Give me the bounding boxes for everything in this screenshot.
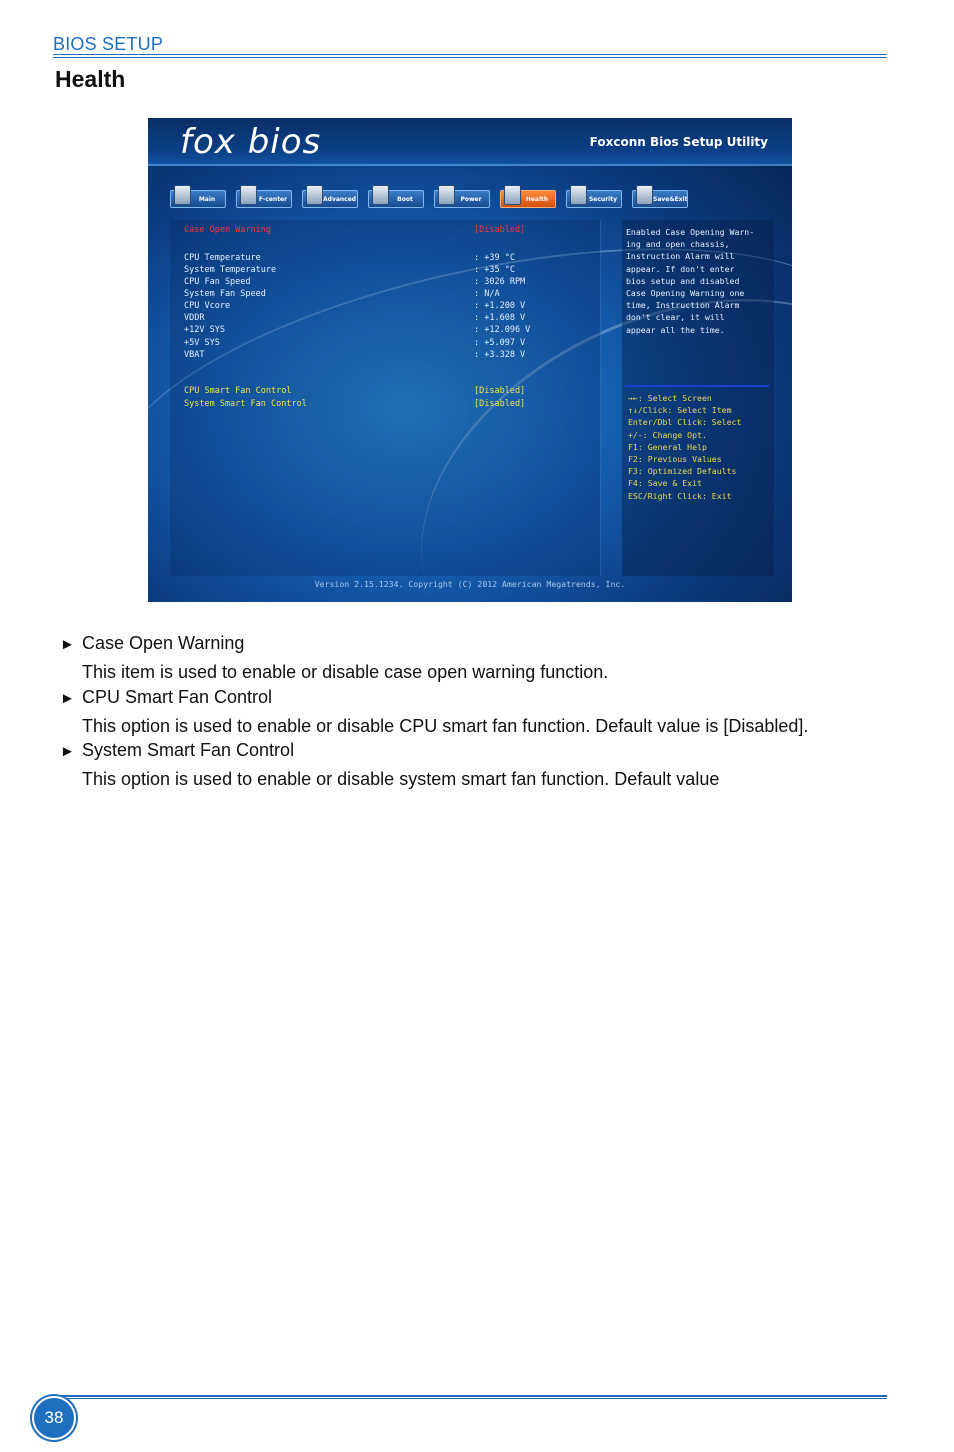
setting-label: System Smart Fan Control	[184, 399, 307, 409]
help-panel-divider	[625, 385, 769, 387]
bullet-triangle-icon: ►	[60, 690, 75, 707]
bios-screenshot	[148, 118, 792, 602]
reading-label: System Temperature	[184, 265, 277, 275]
key-legend	[628, 392, 778, 502]
description-system-smart-fan-control	[60, 738, 890, 791]
fox-bios-logo: fox bios	[180, 122, 322, 162]
advanced-icon	[306, 185, 323, 205]
thermometer-icon	[504, 185, 521, 205]
reading-label: +12V SYS	[184, 325, 225, 335]
tab-label: F-center	[258, 196, 288, 203]
reading-value: : +3.328 V	[474, 350, 526, 360]
tab-label: Security	[588, 196, 617, 203]
reading-row	[184, 300, 584, 312]
page-number: 38	[32, 1396, 76, 1440]
bullet-triangle-icon: ►	[60, 743, 75, 760]
setting-value: [Disabled]	[474, 399, 526, 409]
help-line: Case Opening Warning one	[626, 288, 745, 299]
header-label: BIOS SETUP	[53, 34, 164, 54]
bios-tab-bar	[170, 190, 770, 210]
tab-label: Main	[198, 196, 216, 203]
tab-boot[interactable]	[368, 190, 424, 208]
main-icon	[174, 185, 191, 205]
section-title: Health	[55, 66, 126, 92]
help-text	[626, 226, 776, 336]
key-line: ESC/Right Click: Exit	[628, 490, 732, 501]
help-line: appear all the time.	[626, 324, 725, 335]
key-line: →←: Select Screen	[628, 393, 712, 403]
reading-value: : +1.200 V	[474, 301, 526, 311]
description-cpu-smart-fan-control	[60, 685, 890, 738]
reading-row	[184, 349, 584, 361]
case-open-warning-row[interactable]	[184, 224, 584, 236]
help-line: ing and open chassis,	[626, 239, 730, 250]
tab-label: Save&Exit	[653, 196, 688, 203]
cpu-smart-fan-control-row[interactable]	[184, 385, 584, 397]
help-line: Enabled Case Opening Warn-	[626, 227, 755, 237]
key-line: ↑↓/Click: Select Item	[628, 405, 732, 416]
setting-value: [Disabled]	[474, 225, 526, 235]
help-line: appear. If don't enter	[626, 263, 735, 274]
header-rule	[53, 54, 887, 55]
power-icon	[438, 185, 455, 205]
reading-row	[184, 312, 584, 324]
reading-row	[184, 276, 584, 288]
footer-rule-thin	[53, 1398, 887, 1399]
key-line: +/-: Change Opt.	[628, 429, 707, 440]
reading-row	[184, 337, 584, 349]
header-rule-thin	[53, 57, 887, 58]
key-line: F2: Previous Values	[628, 454, 722, 465]
reading-label: CPU Temperature	[184, 253, 261, 263]
lock-icon	[570, 185, 587, 205]
reading-label: CPU Fan Speed	[184, 277, 251, 287]
description-title: CPU Smart Fan Control	[82, 687, 273, 707]
description-title: System Smart Fan Control	[82, 740, 295, 760]
description-text: This option is used to enable or disable system smart fan function. Default value	[82, 769, 720, 789]
reading-value: : 3026 RPM	[474, 277, 526, 287]
help-line: bios setup and disabled	[626, 275, 740, 286]
reading-value: : N/A	[474, 289, 500, 299]
reading-label: VDDR	[184, 313, 205, 323]
key-line: Enter/Dbl Click: Select	[628, 417, 742, 428]
help-line: Instruction Alarm will	[626, 251, 735, 262]
reading-value: : +35 °C	[474, 265, 515, 275]
tab-advanced[interactable]	[302, 190, 358, 208]
key-line: F3: Optimized Defaults	[628, 466, 737, 477]
tab-label: Health	[525, 196, 549, 203]
reading-label: CPU Vcore	[184, 301, 231, 311]
tab-power[interactable]	[434, 190, 490, 208]
setting-label: Case Open Warning	[184, 225, 271, 235]
setting-label: CPU Smart Fan Control	[184, 386, 292, 396]
reading-row	[184, 288, 584, 300]
reading-value: : +12.096 V	[474, 325, 531, 335]
tab-f-center[interactable]	[236, 190, 292, 208]
reading-row	[184, 252, 584, 264]
system-smart-fan-control-row[interactable]	[184, 398, 584, 410]
bios-utility-title: Foxconn Bios Setup Utility	[589, 135, 768, 149]
bios-title-bar-rule	[148, 164, 792, 166]
key-line: F4: Save & Exit	[628, 478, 702, 489]
reading-value: : +5.097 V	[474, 338, 526, 348]
tab-save-exit[interactable]	[632, 190, 688, 208]
description-text: This item is used to enable or disable case open warning function.	[82, 662, 609, 682]
tab-main[interactable]	[170, 190, 226, 208]
help-line: don't clear, it will	[626, 312, 725, 323]
description-case-open-warning	[60, 631, 890, 684]
tab-label: Power	[460, 196, 482, 203]
tab-label: Advanced	[323, 196, 357, 203]
reading-label: +5V SYS	[184, 338, 220, 348]
key-line: F1: General Help	[628, 441, 707, 452]
reading-row	[184, 324, 584, 336]
help-line: time, Instruction Alarm	[626, 300, 740, 311]
reading-row	[184, 264, 584, 276]
description-text: This option is used to enable or disable CPU smart fan function. Default value is [Disabled].	[82, 716, 809, 736]
boot-icon	[372, 185, 389, 205]
bios-version-text: Version 2.15.1234. Copyright (C) 2012 American Megatrends, Inc.	[314, 579, 626, 589]
bullet-triangle-icon: ►	[60, 636, 75, 653]
save-exit-icon	[636, 185, 653, 205]
reading-label: System Fan Speed	[184, 289, 266, 299]
tab-security[interactable]	[566, 190, 622, 208]
description-title: Case Open Warning	[82, 633, 245, 653]
reading-label: VBAT	[184, 350, 205, 360]
f-center-icon	[240, 185, 257, 205]
setting-value: [Disabled]	[474, 386, 526, 396]
tab-label: Boot	[397, 196, 413, 203]
reading-value: : +1.608 V	[474, 313, 526, 323]
footer-rule	[53, 1395, 887, 1397]
tab-health[interactable]	[500, 190, 556, 208]
reading-value: : +39 °C	[474, 253, 515, 263]
